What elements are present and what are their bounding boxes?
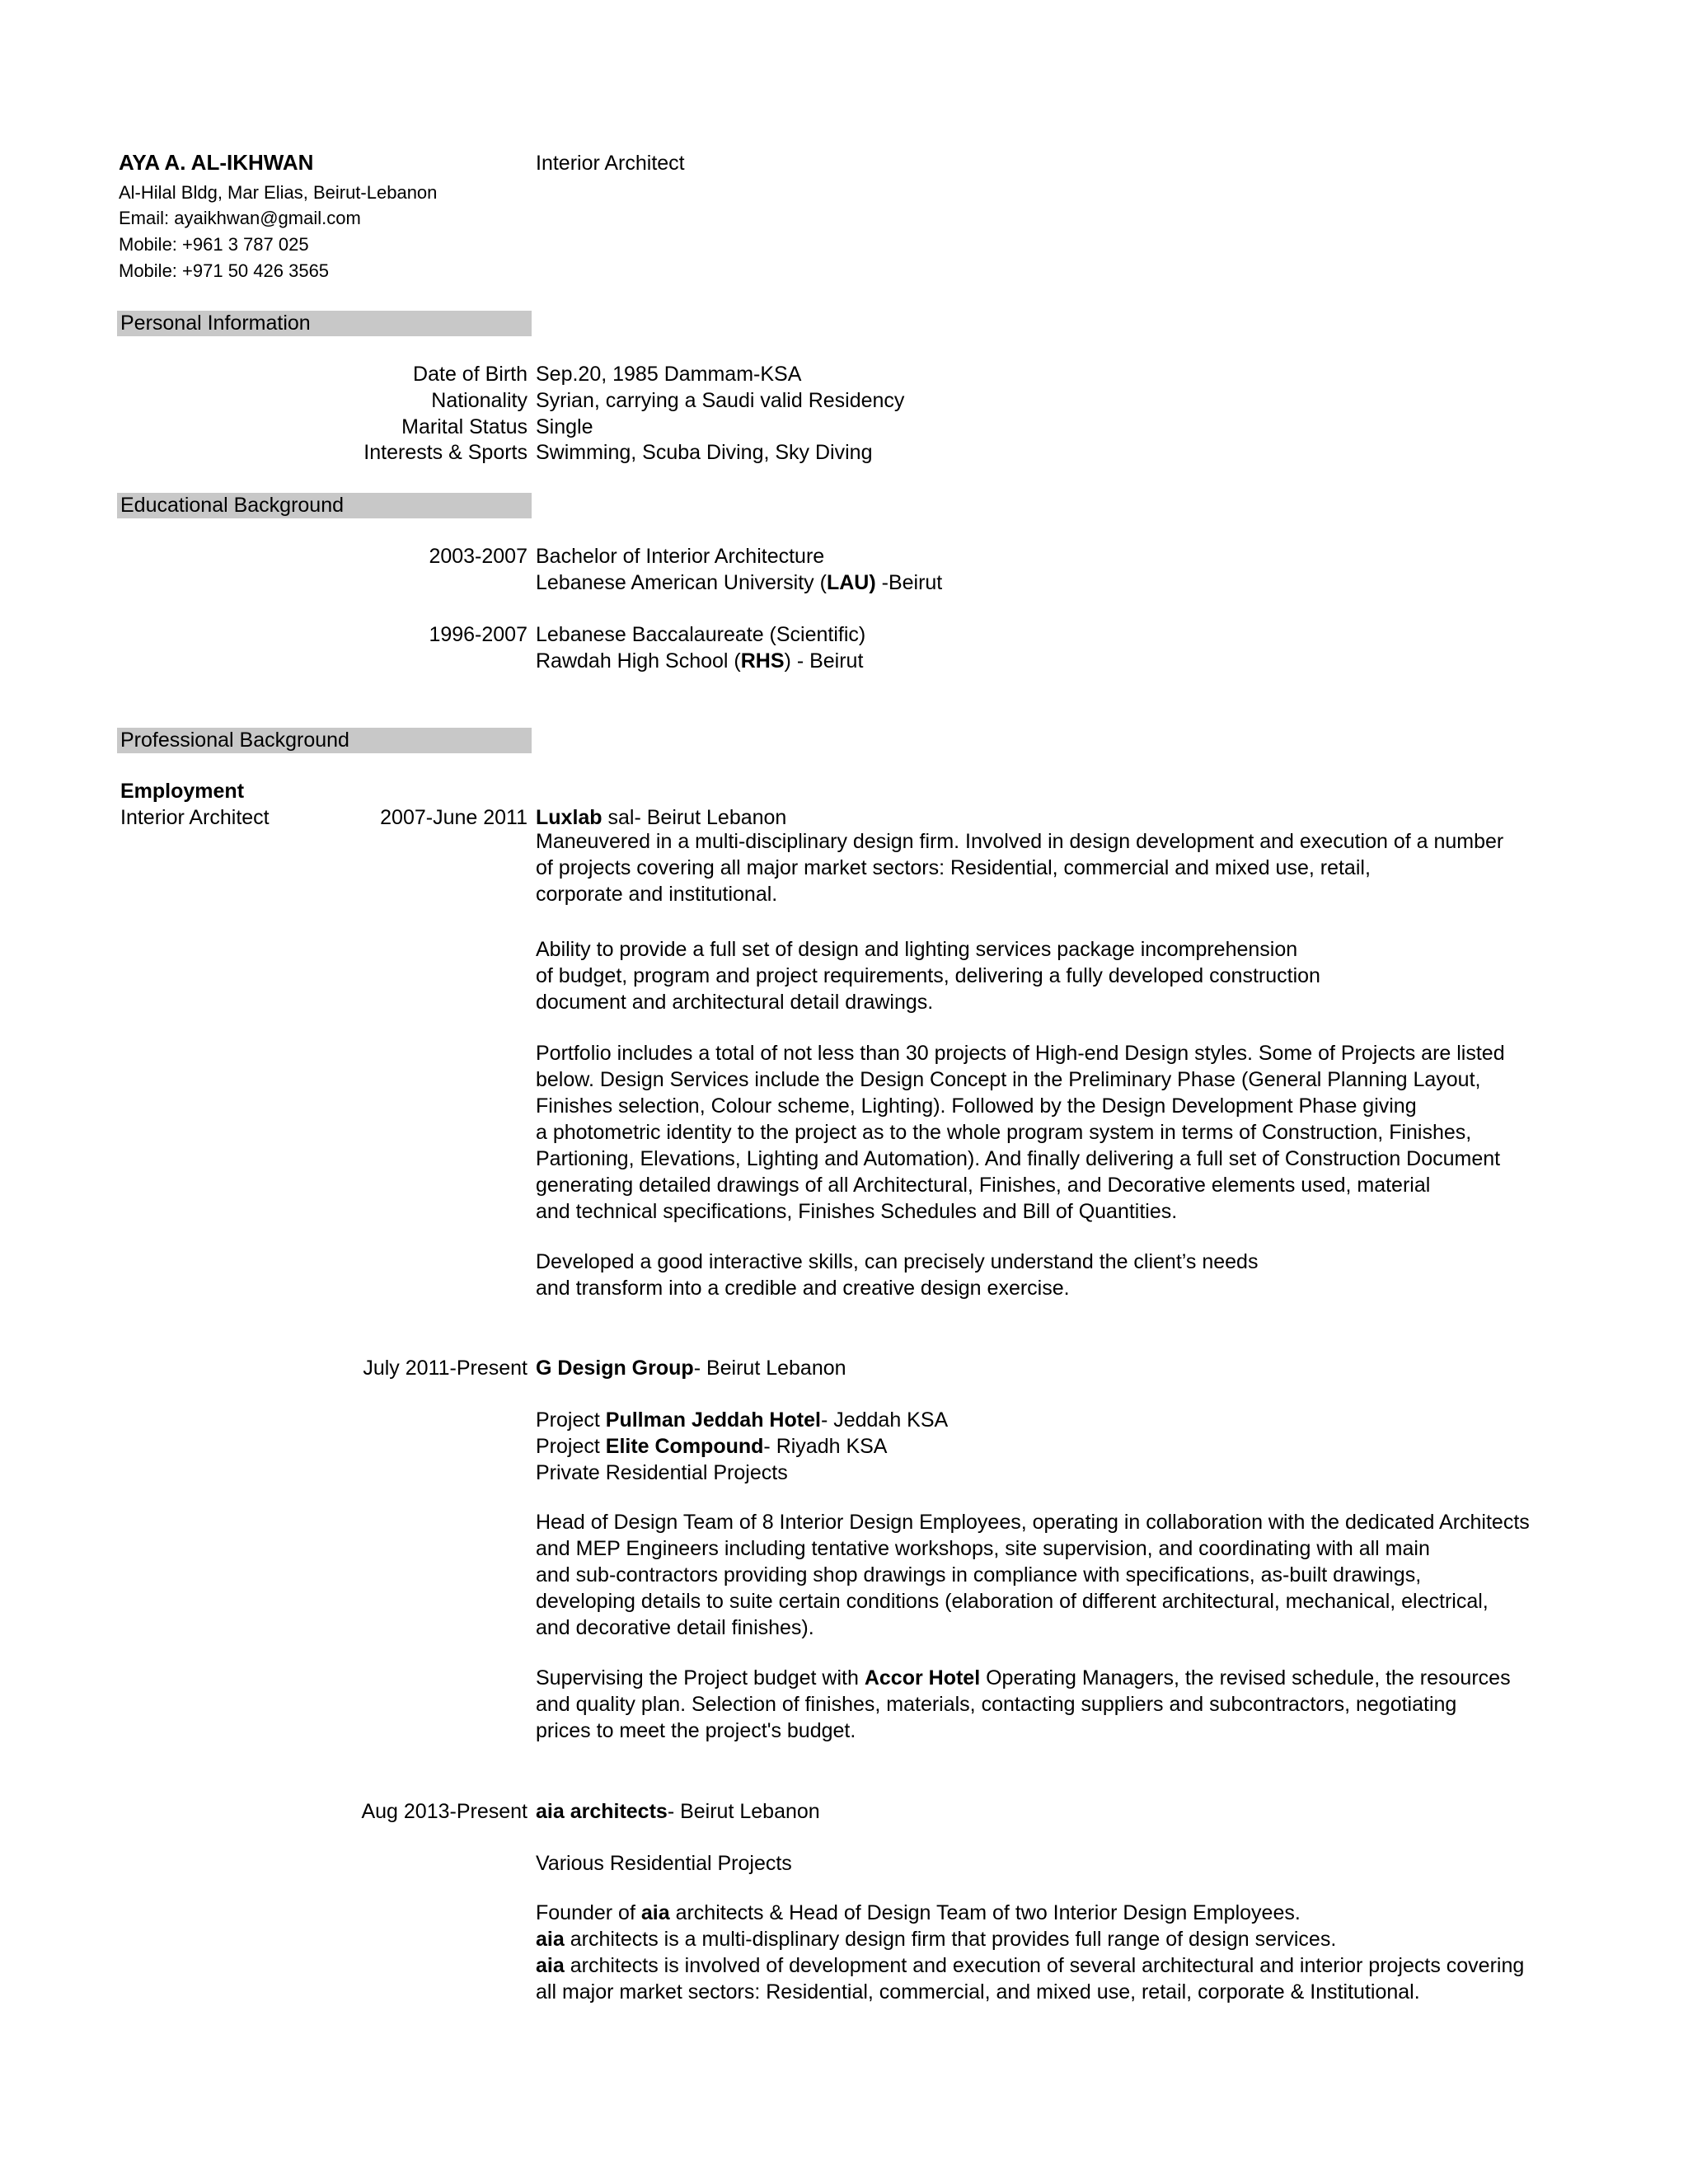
mobile-uae: Mobile: +971 50 426 3565 — [119, 260, 330, 281]
job-company: G Design Group- Beirut Lebanon — [536, 1357, 846, 1380]
section-professional-background — [117, 728, 532, 753]
address: Al-Hilal Bldg, Mar Elias, Beirut-Lebanon — [119, 182, 438, 203]
section-educational-background — [117, 493, 532, 518]
job-company: aia architects- Beirut Lebanon — [536, 1800, 820, 1823]
role-label: Interior Architect — [120, 806, 270, 829]
job-paragraph: Founder of aia architects & Head of Design Team of two Interior Design Employees. aia architects is a multi-displinary design firm that provides full range of design services. aia architects is involved of development and execution of several architectural and interior projects covering all major market sectors: Residential, commercial, and mixed use, retail, corporate & Institutional. — [536, 1901, 1525, 2004]
education-degree: Lebanese Baccalaureate (Scientific) — [536, 623, 866, 646]
personal-label: Nationality — [431, 389, 528, 412]
personal-value: Syrian, carrying a Saudi valid Residency — [536, 389, 905, 412]
personal-value: Sep.20, 1985 Dammam-KSA — [536, 363, 802, 386]
personal-label: Marital Status — [401, 415, 528, 438]
personal-label: Interests & Sports — [363, 441, 528, 464]
job-paragraph: Portfolio includes a total of not less than 30 projects of High-end Design styles. Some of Projects are listed below. Design Services include the Design Concept in the Preliminary Phase (General Planning Layout, Finishes selection, Colour scheme, Lighting). Followed by the Design Development Phase giving a photometric identity to the project as to the whole program system in terms of Construction, Finishes, Partioning, Elevations, Lighting and Automation). And finally delivering a full set of Construction Document generating detailed drawings of all Architectural, Finishes, and Decorative elements used, material and technical specifications, Finishes Schedules and Bill of Quantities. — [536, 1042, 1505, 1223]
personal-label: Date of Birth — [413, 363, 528, 386]
education-school: Lebanese American University (LAU) -Beirut — [536, 571, 943, 594]
project-item: Private Residential Projects — [536, 1461, 788, 1484]
section-personal-information — [117, 311, 532, 336]
job-title: Interior Architect — [536, 152, 685, 175]
job-paragraph: Maneuvered in a multi-disciplinary design firm. Involved in design development and execution of a number of projects covering all major market sectors: Residential, commercial and mixed use, retail, corporate and institutional. — [536, 830, 1504, 906]
education-school: Rawdah High School (RHS) - Beirut — [536, 649, 864, 673]
personal-value: Swimming, Scuba Diving, Sky Diving — [536, 441, 873, 464]
job-period: July 2011-Present — [363, 1357, 528, 1380]
job-paragraph: Developed a good interactive skills, can precisely understand the client’s needs and transform into a credible and creative design exercise. — [536, 1250, 1259, 1300]
section-heading: Professional Background — [120, 729, 349, 752]
job-company: Luxlab sal- Beirut Lebanon — [536, 806, 787, 829]
project-item: Various Residential Projects — [536, 1852, 792, 1875]
education-degree: Bachelor of Interior Architecture — [536, 545, 825, 568]
employment-label: Employment — [120, 780, 245, 803]
section-heading: Personal Information — [120, 312, 311, 335]
section-heading: Educational Background — [120, 494, 345, 517]
email[interactable]: Email: ayaikhwan@gmail.com — [119, 208, 361, 228]
project-item: Project Elite Compound- Riyadh KSA — [536, 1435, 888, 1458]
personal-value: Single — [536, 415, 593, 438]
job-paragraph: Head of Design Team of 8 Interior Design Employees, operating in collaboration with the dedicated Architects and MEP Engineers including tentative workshops, site supervision, and coordinating with all main and sub-contractors providing shop drawings in compliance with specifications, as-built drawings, developing details to suite certain conditions (elaboration of different architectural, mechanical, electrical, and decorative detail finishes). — [536, 1511, 1530, 1639]
education-years: 1996-2007 — [429, 623, 528, 646]
project-item: Project Pullman Jeddah Hotel- Jeddah KSA — [536, 1408, 949, 1432]
candidate-name: AYA A. AL-IKHWAN — [119, 150, 314, 175]
job-period: Aug 2013-Present — [361, 1800, 528, 1823]
education-years: 2003-2007 — [429, 545, 528, 568]
job-period: 2007-June 2011 — [380, 806, 528, 829]
job-paragraph: Supervising the Project budget with Accor Hotel Operating Managers, the revised schedule, the resources and quality plan. Selection of finishes, materials, contacting suppliers and subcontractors, negotiating prices to meet the project's budget. — [536, 1666, 1511, 1742]
job-paragraph: Ability to provide a full set of design and lighting services package incomprehension of budget, program and project requirements, delivering a fully developed construction document and architectural detail drawings. — [536, 938, 1320, 1014]
mobile-lebanon: Mobile: +961 3 787 025 — [119, 234, 309, 255]
